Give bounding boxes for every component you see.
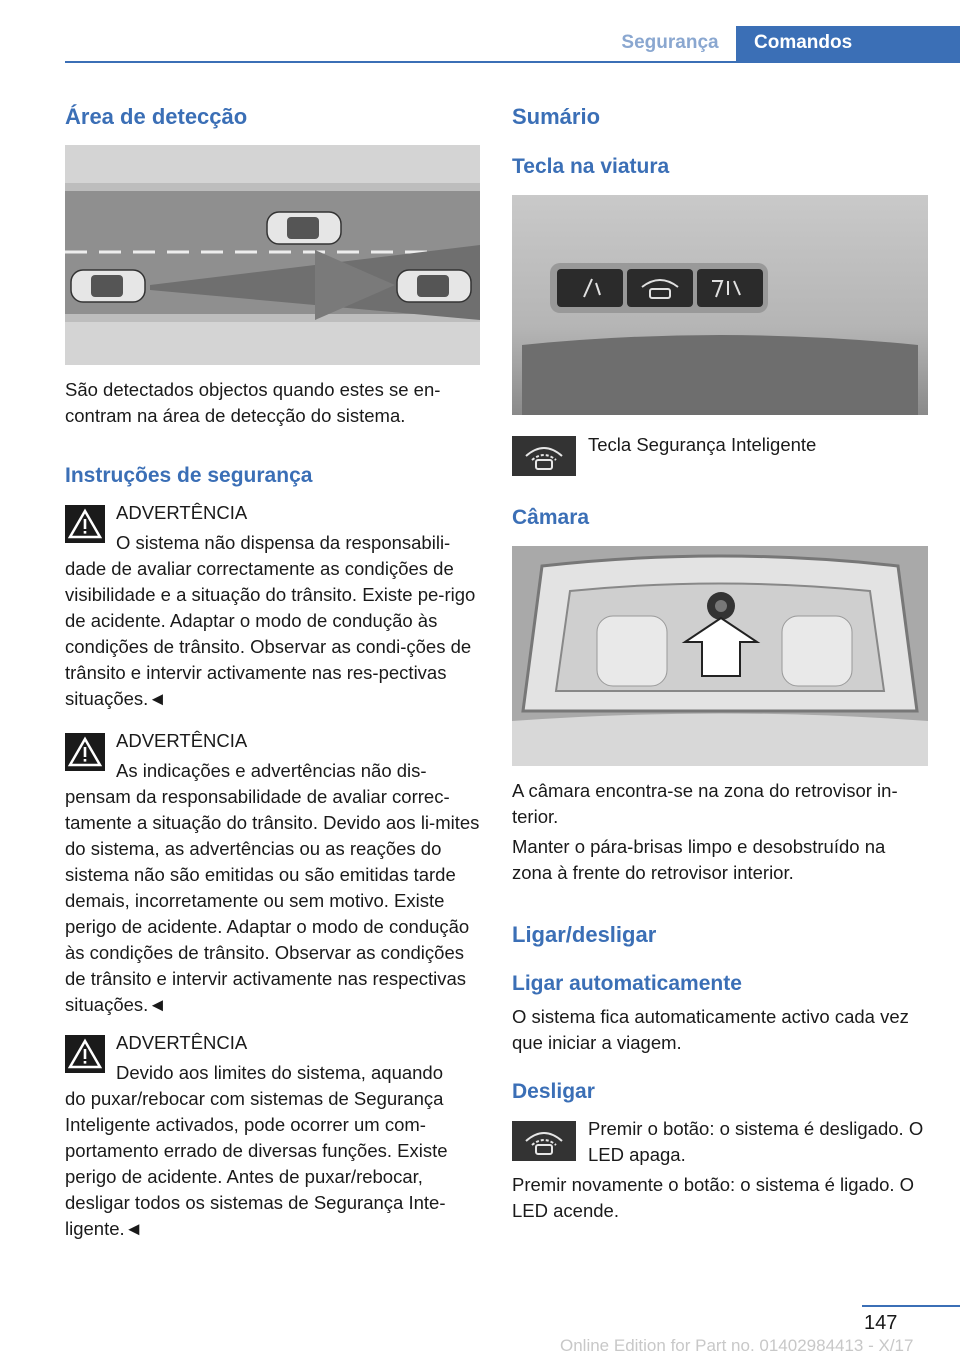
page-number: 147 — [864, 1312, 898, 1334]
heading-camera: Câmara — [512, 506, 590, 529]
heading-button: Tecla na viatura — [512, 155, 670, 178]
car-front-icon — [267, 212, 341, 244]
car-rear-icon — [397, 270, 471, 302]
warning-text: O sistema não dispensa da responsabili- — [116, 532, 451, 553]
heading-detection-area: Área de detecção — [65, 104, 248, 129]
warning-text: As indicações e advertências não dis- — [116, 760, 427, 781]
camera-location-photo — [512, 546, 928, 766]
detection-area-illustration — [65, 145, 480, 365]
warning-title: ADVERTÊNCIA — [116, 730, 248, 751]
footer-rule — [862, 1305, 960, 1307]
button-panel-photo — [512, 195, 928, 415]
heading-safety: Instruções de segurança — [65, 464, 313, 487]
camera-text-clean: Manter o pára-brisas limpo e desobstruído na zona à frente do retrovisor interior. — [512, 836, 886, 883]
car-ego-icon — [71, 270, 145, 302]
heading-auto-on: Ligar automaticamente — [512, 972, 742, 995]
tab-chapter: Comandos — [736, 26, 960, 62]
warning-title: ADVERTÊNCIA — [116, 502, 248, 523]
warning-text: do puxar/rebocar com sistemas de Segurança Inteligente activados, pode ocorrer um com-portamento errado de diversas funções. Existe perigo de acidente. Antes de puxar/rebocar, desligar todos os sistemas de Segurança Inte-ligente.◄ — [65, 1088, 448, 1239]
warning-title: ADVERTÊNCIA — [116, 1032, 248, 1053]
heading-on-off: Ligar/desligar — [512, 922, 657, 947]
warning-text: dade de avaliar correctamente as condições de visibilidade e a situação do trânsito. Existe pe-rigo de acidente. Adaptar o modo de condução às condições de trânsito. Observar as condi-ções de trânsito e intervir activamente nas res-pectivas situações.◄ — [65, 558, 476, 709]
tab-section: Segurança — [621, 32, 719, 53]
auto-on-text: O sistema fica automaticamente activo cada vez que iniciar a viagem. — [512, 1006, 909, 1053]
button-label: Tecla Segurança Inteligente — [588, 434, 817, 455]
warning-text: Devido aos limites do sistema, aquando — [116, 1062, 444, 1083]
heading-summary: Sumário — [512, 104, 601, 129]
warning-triangle-icon — [65, 505, 105, 543]
warning-triangle-icon — [65, 733, 105, 771]
warning-triangle-icon — [65, 1035, 105, 1073]
header-rule — [65, 61, 960, 63]
edition-watermark: Online Edition for Part no. 01402984413 - X/17 — [560, 1336, 914, 1355]
intelligent-safety-button-icon — [512, 436, 576, 476]
intelligent-safety-button-icon — [512, 1121, 576, 1161]
detection-area-text: São detectados objectos quando estes se en-contram na área de detecção do sistema. — [65, 379, 441, 426]
camera-text-location: A câmara encontra-se na zona do retrovisor in-terior. — [512, 780, 898, 827]
switch-on-text: Premir novamente o botão: o sistema é ligado. O LED acende. — [512, 1174, 915, 1221]
heading-switch-off: Desligar — [512, 1080, 595, 1103]
switch-off-text: Premir o botão: o sistema é desligado. O LED apaga. — [588, 1118, 924, 1165]
warning-text: pensam da responsabilidade de avaliar correc-tamente a situação do trânsito. Devido aos li-mites do sistema, as advertências ou as reações do sistema não são emitidas ou são emitidas tarde demais, incorretamente ou sem motivo. Existe perigo de acidente. Adaptar o modo de condução às condições de trânsito. Observar as condições de trânsito e intervir activamente nas respectivas situações.◄ — [65, 786, 480, 1015]
